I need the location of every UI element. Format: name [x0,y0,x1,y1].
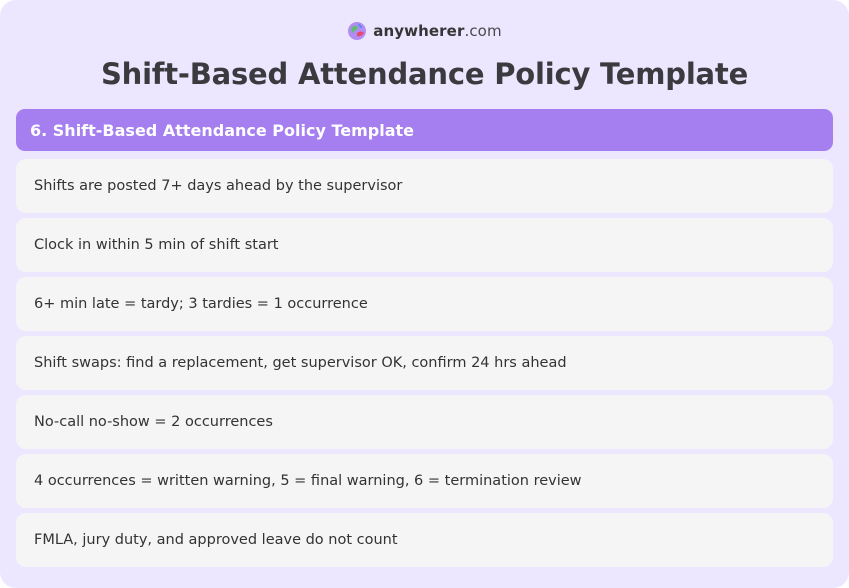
page-title: Shift-Based Attendance Policy Template [100,57,749,91]
list-item: FMLA, jury duty, and approved leave do not count [16,513,833,567]
list-item: 4 occurrences = written warning, 5 = final warning, 6 = termination review [16,454,833,508]
brand-logo-row[interactable] [0,18,849,44]
list-item: 6+ min late = tardy; 3 tardies = 1 occurrence [16,277,833,331]
list-item: Shift swaps: find a replacement, get supervisor OK, confirm 24 hrs ahead [16,336,833,390]
list-item: No-call no-show = 2 occurrences [16,395,833,449]
brand-name-suffix: .com [464,22,502,40]
policy-list [16,159,833,572]
brand-name [373,22,501,40]
list-item: Clock in within 5 min of shift start [16,218,833,272]
brand-name-bold: anywherer [373,22,465,40]
list-item: Shifts are posted 7+ days ahead by the supervisor [16,159,833,213]
section-header: 6. Shift-Based Attendance Policy Template [16,109,833,151]
globe-leaf-icon [347,21,367,41]
